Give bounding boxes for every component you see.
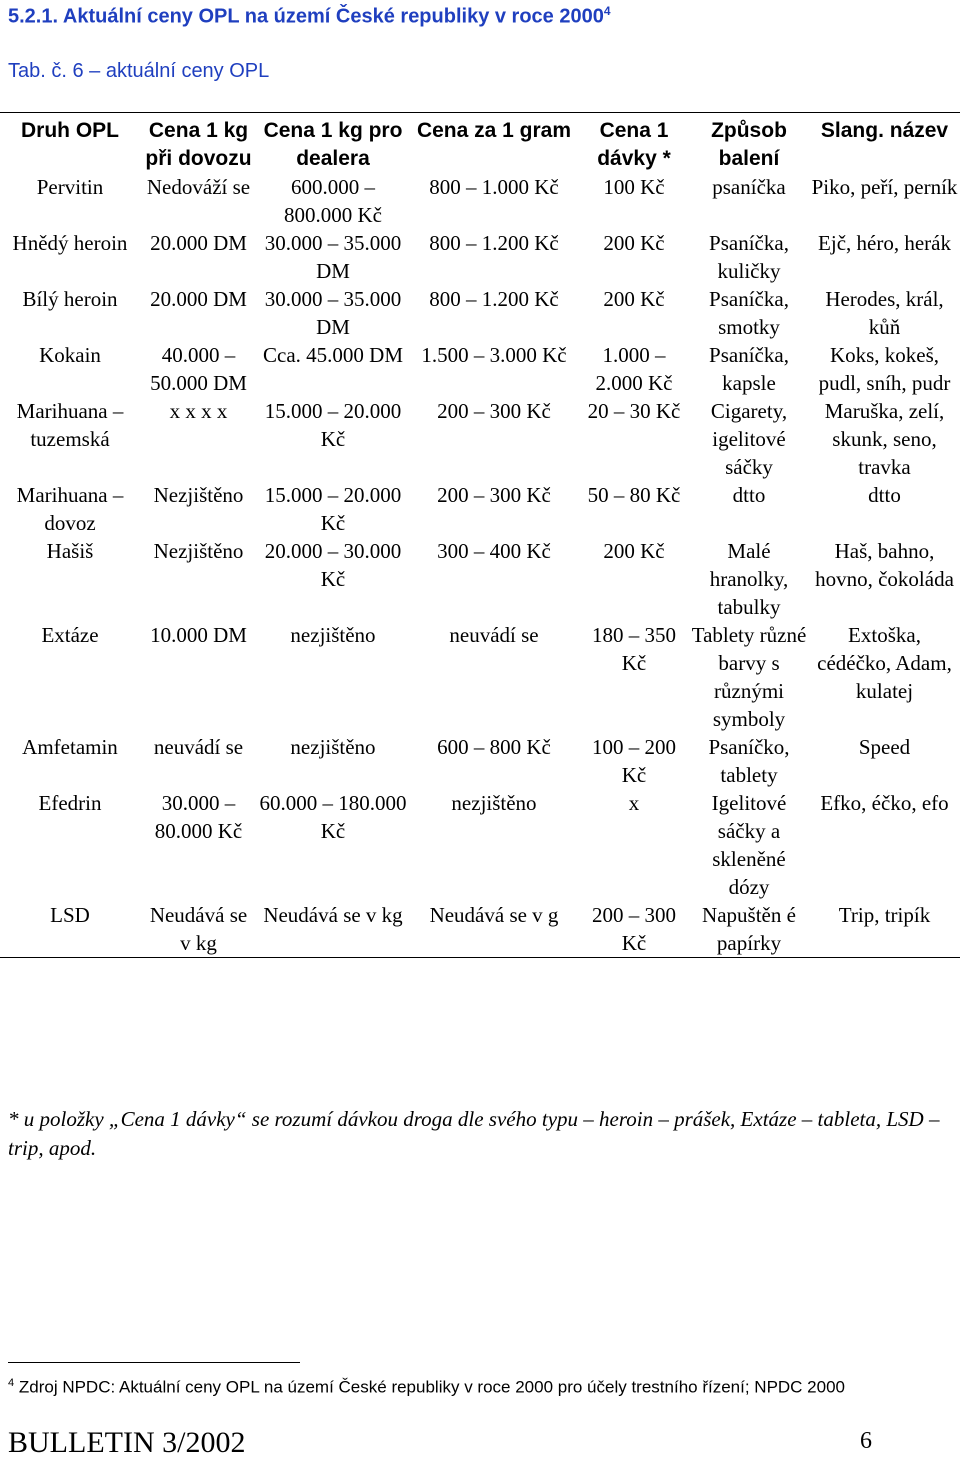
- cell-cena-gram: 800 – 1.200 Kč: [429, 287, 559, 311]
- table-row: [0, 901, 960, 957]
- cell-slang: Haš, bahno, hovno, čokoláda: [815, 539, 954, 591]
- cell-cena-kg-dealer: 15.000 – 20.000 Kč: [264, 483, 402, 535]
- cell-druh: Kokain: [39, 343, 101, 367]
- cell-cena-kg-dealer: 600.000 – 800.000 Kč: [284, 175, 382, 227]
- cell-slang: dtto: [868, 483, 901, 507]
- cell-baleni: Cigarety, igelitové sáčky: [710, 399, 788, 479]
- cell-druh: Marihuana – dovoz: [16, 483, 124, 535]
- cell-cena-kg-dovoz: Nezjištěno: [153, 539, 244, 563]
- col-header-cena-davky: Cena 1 dávky *: [597, 119, 671, 170]
- cell-cena-kg-dovoz: x x x x: [169, 399, 228, 423]
- cell-cena-kg-dealer: 30.000 – 35.000 DM: [264, 231, 402, 283]
- cell-cena-davky: 100 – 200 Kč: [592, 735, 676, 787]
- opl-price-table: [0, 113, 960, 957]
- section-heading: [8, 4, 611, 29]
- cell-cena-kg-dovoz: Nezjištěno: [153, 483, 244, 507]
- table-footnote: * u položky „Cena 1 dávky“ se rozumí dávkou droga dle svého typu – heroin – prášek, Extáze – tableta, LSD – trip, apod.: [8, 1107, 940, 1160]
- cell-cena-kg-dovoz: Nedováží se: [146, 175, 251, 199]
- cell-slang: Piko, peří, perník: [811, 175, 958, 199]
- cell-cena-kg-dealer: 30.000 – 35.000 DM: [264, 287, 402, 339]
- cell-cena-kg-dovoz: 30.000 – 80.000 Kč: [154, 791, 243, 843]
- page-number: 6: [860, 1428, 872, 1454]
- cell-druh: Hnědý heroin: [12, 231, 128, 255]
- cell-cena-kg-dealer: Cca. 45.000 DM: [263, 343, 403, 367]
- col-header-druh: Druh OPL: [21, 119, 119, 142]
- cell-cena-gram: 1.500 – 3.000 Kč: [421, 343, 567, 367]
- cell-cena-kg-dealer: 15.000 – 20.000 Kč: [264, 399, 402, 451]
- cell-baleni: Tablety různé barvy s různými symboly: [691, 623, 807, 731]
- cell-cena-kg-dovoz: 20.000 DM: [150, 231, 247, 255]
- cell-druh: Extáze: [41, 623, 99, 647]
- table-row: [0, 481, 960, 537]
- cell-slang: Speed: [858, 735, 911, 759]
- footnote-ref-4: 4: [603, 4, 611, 18]
- cell-cena-davky: x: [628, 791, 640, 815]
- cell-cena-kg-dovoz: 10.000 DM: [150, 623, 247, 647]
- cell-baleni: Psaníčka, kapsle: [709, 343, 789, 395]
- footnote-marker: 4: [8, 1377, 15, 1389]
- publication-footer: BULLETIN 3/2002: [8, 1426, 246, 1459]
- cell-cena-gram: 600 – 800 Kč: [437, 735, 551, 759]
- col-header-baleni: Způsob balení: [711, 119, 787, 170]
- cell-cena-kg-dealer: Neudává se v kg: [263, 903, 403, 927]
- cell-cena-davky: 180 – 350 Kč: [592, 623, 676, 675]
- section-title: Aktuální ceny OPL na území České republiky v roce 2000: [62, 5, 604, 28]
- table-row: [0, 229, 960, 285]
- cell-cena-kg-dealer: 60.000 – 180.000 Kč: [259, 791, 407, 843]
- footnote-text: Zdroj NPDC: Aktuální ceny OPL na území České republiky v roce 2000 pro účely trestního řízení; NPDC 2000: [18, 1377, 846, 1397]
- cell-cena-gram: 300 – 400 Kč: [437, 539, 551, 563]
- cell-baleni: Psaníčka, smotky: [709, 287, 789, 339]
- cell-druh: LSD: [50, 903, 90, 927]
- cell-cena-davky: 50 – 80 Kč: [587, 483, 681, 507]
- table-caption: Tab. č. 6 – aktuální ceny OPL: [8, 60, 270, 82]
- table-row: [0, 397, 960, 481]
- cell-cena-kg-dealer: nezjištěno: [290, 623, 376, 647]
- cell-slang: Efko, éčko, efo: [820, 791, 949, 815]
- cell-cena-gram: 800 – 1.000 Kč: [429, 175, 559, 199]
- cell-druh: Pervitin: [36, 175, 104, 199]
- table-header-row: [0, 113, 960, 173]
- cell-cena-kg-dovoz: 40.000 – 50.000 DM: [150, 343, 247, 395]
- cell-druh: Hašiš: [46, 539, 94, 563]
- table-row: [0, 341, 960, 397]
- cell-slang: Trip, tripík: [838, 903, 931, 927]
- cell-cena-kg-dealer: 20.000 – 30.000 Kč: [264, 539, 402, 591]
- cell-slang: Koks, kokeš, pudl, sníh, pudr: [818, 343, 951, 395]
- cell-cena-davky: 200 Kč: [603, 231, 665, 255]
- col-header-cena-kg-dealer: Cena 1 kg pro dealera: [263, 119, 403, 170]
- footnote-separator: [8, 1362, 300, 1363]
- table-row: [0, 789, 960, 901]
- cell-cena-davky: 20 – 30 Kč: [587, 399, 681, 423]
- cell-cena-gram: neuvádí se: [449, 623, 539, 647]
- cell-druh: Amfetamin: [22, 735, 118, 759]
- table-row: [0, 285, 960, 341]
- cell-cena-kg-dovoz: neuvádí se: [153, 735, 244, 759]
- table-row: [0, 621, 960, 733]
- cell-cena-gram: nezjištěno: [451, 791, 537, 815]
- cell-druh: Marihuana – tuzemská: [16, 399, 124, 451]
- cell-cena-kg-dovoz: Neudává se v kg: [149, 903, 248, 955]
- cell-slang: Extoška, cédéčko, Adam, kulatej: [817, 623, 952, 703]
- cell-slang: Ejč, héro, herák: [818, 231, 951, 255]
- cell-baleni: Malé hranolky, tabulky: [709, 539, 789, 619]
- cell-cena-davky: 200 Kč: [603, 287, 665, 311]
- cell-cena-gram: Neudává se v g: [429, 903, 559, 927]
- table-row: [0, 173, 960, 229]
- cell-cena-davky: 200 Kč: [603, 539, 665, 563]
- footnote-4: [8, 1372, 953, 1399]
- cell-cena-davky: 100 Kč: [603, 175, 665, 199]
- cell-slang: Maruška, zelí, skunk, seno, travka: [824, 399, 945, 479]
- table-row: [0, 733, 960, 789]
- cell-baleni: Psaníčka, kuličky: [709, 231, 789, 283]
- cell-druh: Efedrin: [38, 791, 102, 815]
- cell-baleni: Psaníčko, tablety: [708, 735, 790, 787]
- cell-cena-davky: 200 – 300 Kč: [592, 903, 676, 955]
- cell-cena-davky: 1.000 – 2.000 Kč: [595, 343, 673, 395]
- cell-slang: Herodes, král, kůň: [825, 287, 944, 339]
- col-header-slang: Slang. název: [820, 119, 949, 142]
- cell-baleni: psaníčka: [712, 175, 786, 199]
- cell-druh: Bílý heroin: [22, 287, 118, 311]
- cell-cena-gram: 200 – 300 Kč: [437, 483, 551, 507]
- col-header-cena-gram: Cena za 1 gram: [416, 119, 572, 142]
- table-body: [0, 173, 960, 957]
- cell-baleni: Igelitové sáčky a skleněné dózy: [711, 791, 787, 899]
- cell-cena-gram: 200 – 300 Kč: [437, 399, 551, 423]
- cell-baleni: dtto: [732, 483, 766, 507]
- section-number: 5.2.1.: [8, 5, 59, 28]
- col-header-cena-kg-dovoz: Cena 1 kg při dovozu: [145, 119, 252, 170]
- cell-cena-gram: 800 – 1.200 Kč: [429, 231, 559, 255]
- table-row: [0, 537, 960, 621]
- cell-baleni: Napuštěn é papírky: [702, 903, 796, 955]
- cell-cena-kg-dealer: nezjištěno: [290, 735, 376, 759]
- cell-cena-kg-dovoz: 20.000 DM: [150, 287, 247, 311]
